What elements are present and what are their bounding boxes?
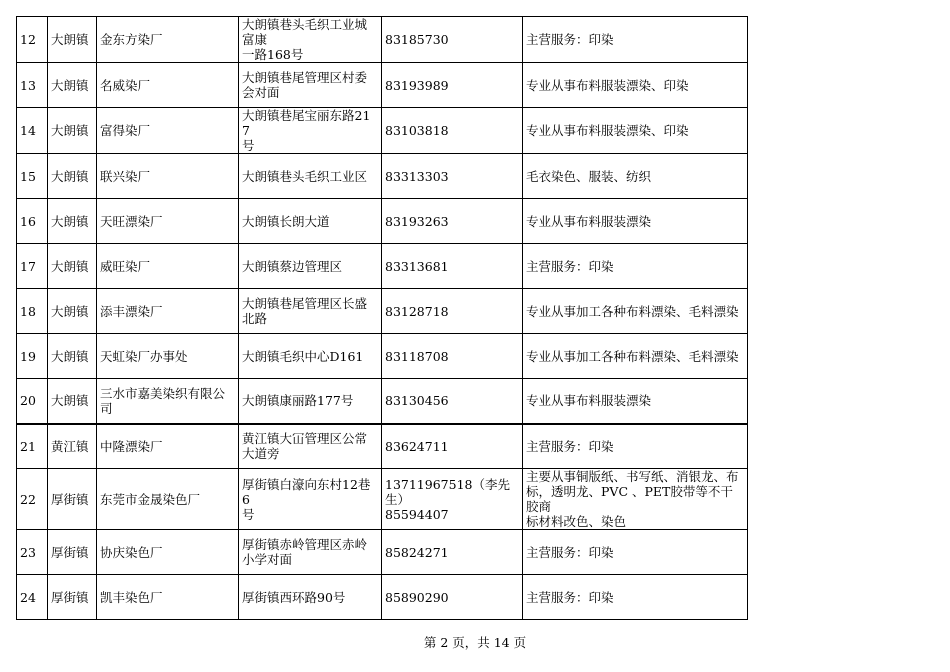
- row-number-cell: 12: [17, 17, 48, 63]
- phone-cell: 83193989: [382, 63, 523, 108]
- row-number-cell: 20: [17, 379, 48, 424]
- table-row: [17, 530, 748, 575]
- address-cell: 厚街镇白濠向东村12巷6 号: [239, 469, 382, 530]
- phone-cell: 85824271: [382, 530, 523, 575]
- town-cell: 大朗镇: [48, 379, 97, 424]
- company-name-cell: 名威染厂: [97, 63, 239, 108]
- description-cell: 专业从事布料服装漂染: [523, 379, 748, 424]
- table-row: [17, 63, 748, 108]
- phone-cell: 83130456: [382, 379, 523, 424]
- row-number-cell: 16: [17, 199, 48, 244]
- address-cell: 厚街镇西环路90号: [239, 575, 382, 620]
- table-row: [17, 424, 748, 469]
- page-footer: 第 2 页，共 14 页: [423, 635, 527, 650]
- town-cell: 大朗镇: [48, 17, 97, 63]
- table-row: [17, 199, 748, 244]
- company-name-cell: 中隆漂染厂: [97, 424, 239, 469]
- row-number-cell: 23: [17, 530, 48, 575]
- town-cell: 大朗镇: [48, 154, 97, 199]
- address-cell: 大朗镇巷头毛织工业城 富康 一路168号: [239, 17, 382, 63]
- description-cell: 主营服务：印染: [523, 244, 748, 289]
- address-cell: 大朗镇巷尾管理区村委 会对面: [239, 63, 382, 108]
- table-body: [17, 17, 748, 620]
- phone-cell: 83313303: [382, 154, 523, 199]
- phone-cell: 13711967518（李先生） 85594407: [382, 469, 523, 530]
- description-cell: 专业从事布料服装漂染、印染: [523, 108, 748, 154]
- town-cell: 大朗镇: [48, 244, 97, 289]
- address-cell: 厚街镇赤岭管理区赤岭 小学对面: [239, 530, 382, 575]
- table-row: [17, 334, 748, 379]
- town-cell: 厚街镇: [48, 530, 97, 575]
- description-cell: 主营服务：印染: [523, 575, 748, 620]
- company-name-cell: 富得染厂: [97, 108, 239, 154]
- row-number-cell: 15: [17, 154, 48, 199]
- description-cell: 主要从事铜版纸、书写纸、消银龙、布 标，透明龙、PVC 、PET胶带等不干胶商 标材料改色、染色: [523, 469, 748, 530]
- town-cell: 黄江镇: [48, 424, 97, 469]
- description-cell: 主营服务：印染: [523, 530, 748, 575]
- company-name-cell: 金东方染厂: [97, 17, 239, 63]
- company-name-cell: 联兴染厂: [97, 154, 239, 199]
- town-cell: 厚街镇: [48, 469, 97, 530]
- description-cell: 专业从事加工各种布料漂染、毛料漂染: [523, 289, 748, 334]
- company-name-cell: 凯丰染色厂: [97, 575, 239, 620]
- town-cell: 大朗镇: [48, 108, 97, 154]
- address-cell: 大朗镇巷头毛织工业区: [239, 154, 382, 199]
- company-name-cell: 天旺漂染厂: [97, 199, 239, 244]
- description-cell: 专业从事布料服装漂染、印染: [523, 63, 748, 108]
- row-number-cell: 22: [17, 469, 48, 530]
- address-cell: 黄江镇大冚管理区公常 大道旁: [239, 424, 382, 469]
- table-row: [17, 469, 748, 530]
- address-cell: 大朗镇长朗大道: [239, 199, 382, 244]
- address-cell: 大朗镇蔡边管理区: [239, 244, 382, 289]
- description-cell: 专业从事布料服装漂染: [523, 199, 748, 244]
- phone-cell: 85890290: [382, 575, 523, 620]
- address-cell: 大朗镇巷尾管理区长盛 北路: [239, 289, 382, 334]
- description-cell: 主营服务：印染: [523, 424, 748, 469]
- town-cell: 大朗镇: [48, 289, 97, 334]
- description-cell: 专业从事加工各种布料漂染、毛料漂染: [523, 334, 748, 379]
- phone-cell: 83118708: [382, 334, 523, 379]
- phone-cell: 83313681: [382, 244, 523, 289]
- phone-cell: 83193263: [382, 199, 523, 244]
- company-name-cell: 东莞市金晟染色厂: [97, 469, 239, 530]
- factory-table: [16, 16, 748, 620]
- row-number-cell: 21: [17, 424, 48, 469]
- town-cell: 大朗镇: [48, 334, 97, 379]
- company-name-cell: 威旺染厂: [97, 244, 239, 289]
- town-cell: 大朗镇: [48, 199, 97, 244]
- phone-cell: 83103818: [382, 108, 523, 154]
- row-number-cell: 17: [17, 244, 48, 289]
- address-cell: 大朗镇康丽路177号: [239, 379, 382, 424]
- table-row: [17, 17, 748, 63]
- company-name-cell: 天虹染厂办事处: [97, 334, 239, 379]
- row-number-cell: 13: [17, 63, 48, 108]
- table-row: [17, 289, 748, 334]
- table-row: [17, 379, 748, 424]
- address-cell: 大朗镇巷尾宝丽东路217 号: [239, 108, 382, 154]
- company-name-cell: 协庆染色厂: [97, 530, 239, 575]
- phone-cell: 83185730: [382, 17, 523, 63]
- company-name-cell: 添丰漂染厂: [97, 289, 239, 334]
- row-number-cell: 18: [17, 289, 48, 334]
- row-number-cell: 24: [17, 575, 48, 620]
- phone-cell: 83624711: [382, 424, 523, 469]
- table-row: [17, 575, 748, 620]
- table-row: [17, 244, 748, 289]
- town-cell: 大朗镇: [48, 63, 97, 108]
- town-cell: 厚街镇: [48, 575, 97, 620]
- table-row: [17, 154, 748, 199]
- description-cell: 主营服务：印染: [523, 17, 748, 63]
- address-cell: 大朗镇毛织中心D161: [239, 334, 382, 379]
- company-name-cell: 三水市嘉美染织有限公 司: [97, 379, 239, 424]
- row-number-cell: 14: [17, 108, 48, 154]
- description-cell: 毛衣染色、服装、纺织: [523, 154, 748, 199]
- table-row: [17, 108, 748, 154]
- phone-cell: 83128718: [382, 289, 523, 334]
- row-number-cell: 19: [17, 334, 48, 379]
